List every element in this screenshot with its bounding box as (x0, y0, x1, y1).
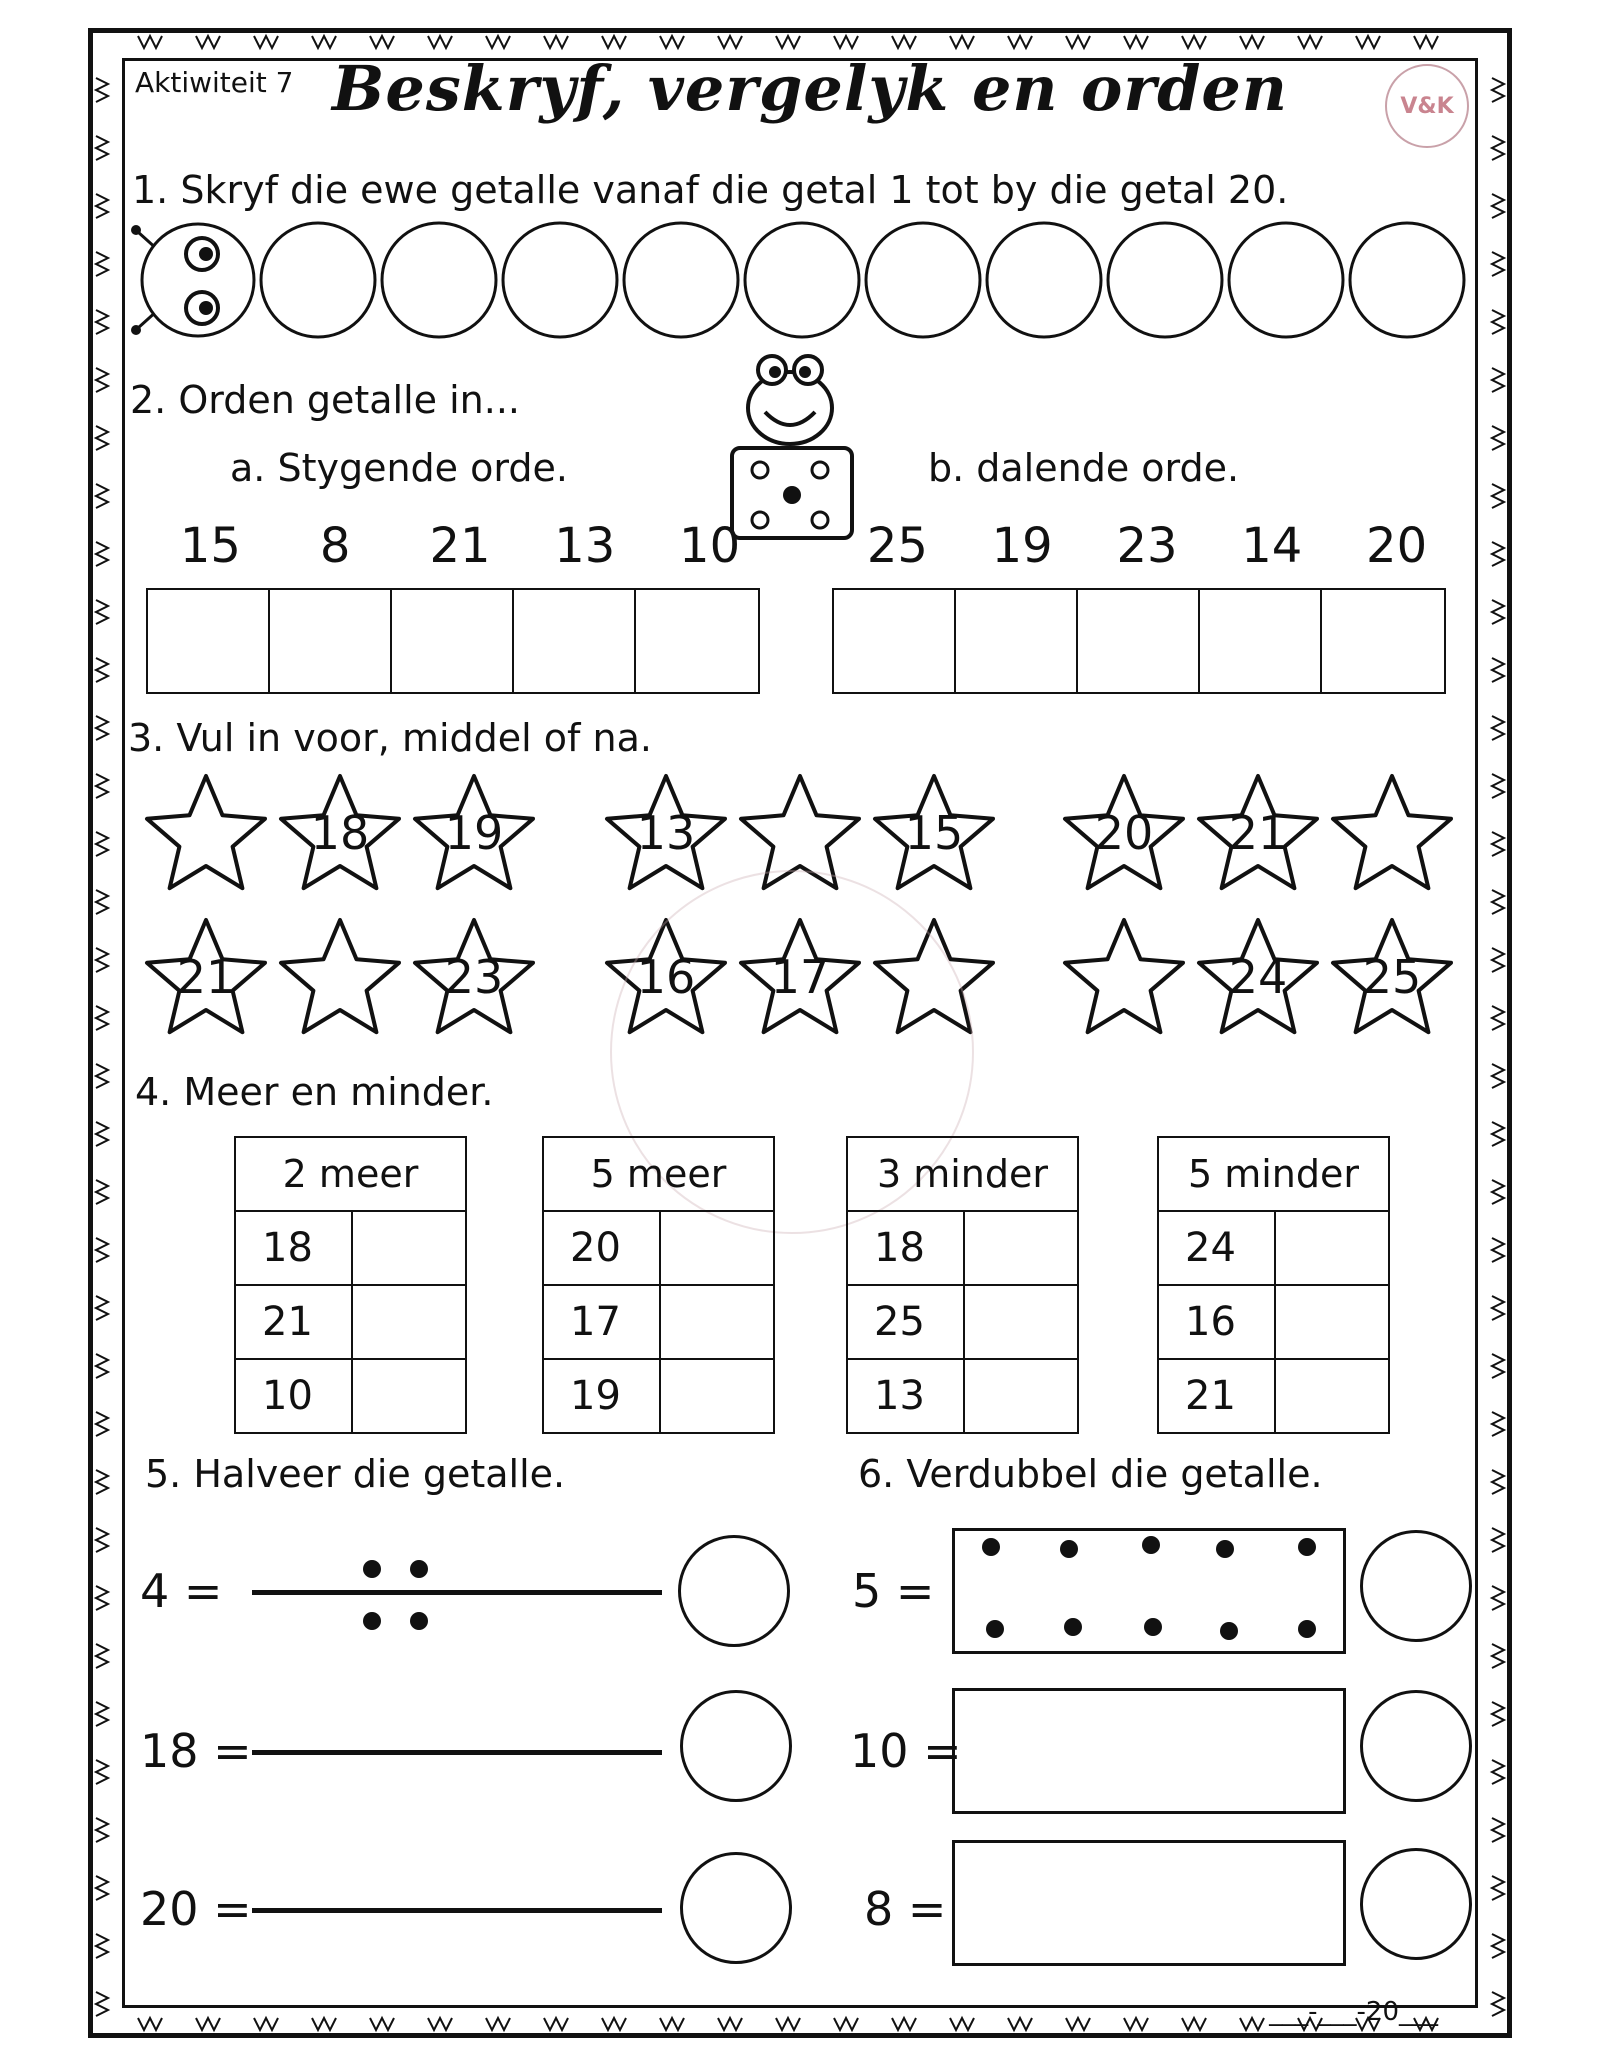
table-row (847, 1359, 1078, 1433)
order-number: 19 (991, 518, 1053, 574)
star-icon (1324, 772, 1460, 896)
table-row (543, 1285, 774, 1359)
star-number: 19 (444, 806, 504, 860)
answer-cell[interactable] (660, 1359, 774, 1433)
more-less-table (234, 1136, 467, 1434)
descending-answer-boxes (832, 588, 1446, 694)
section3-heading: 3. Vul in voor, middel of na. (128, 716, 652, 760)
halve-equation-3: 20 = (140, 1882, 252, 1936)
dot (363, 1612, 381, 1630)
order-number: 14 (1241, 518, 1303, 574)
answer-circle[interactable] (1360, 1530, 1472, 1642)
section1-heading: 1. Skryf die ewe getalle vanaf die getal 1 tot by die getal 20. (132, 168, 1289, 212)
answer-cell[interactable] (352, 1285, 466, 1359)
star-icon (138, 772, 274, 896)
answer-box[interactable] (952, 1688, 1346, 1814)
order-number: 23 (1116, 518, 1178, 574)
order-number: 25 (866, 518, 928, 574)
double-equation-3: 8 = (864, 1882, 947, 1936)
number-star[interactable] (138, 772, 274, 896)
star-number: 24 (1228, 950, 1288, 1004)
table-header: 5 minder (1158, 1137, 1389, 1211)
given-number: 25 (847, 1285, 964, 1359)
number-star (138, 916, 274, 1040)
caterpillar-body-circle[interactable] (1108, 223, 1222, 337)
given-number: 21 (235, 1285, 352, 1359)
table-row (847, 1211, 1078, 1285)
answer-box[interactable] (514, 590, 636, 692)
given-number: 10 (235, 1359, 352, 1433)
table-row (235, 1211, 466, 1285)
answer-box[interactable] (834, 590, 956, 692)
section5-heading: 5. Halveer die getalle. (145, 1452, 566, 1496)
answer-box[interactable] (270, 590, 392, 692)
ascending-numbers (148, 518, 772, 574)
table-row (1158, 1211, 1389, 1285)
caterpillar-body-circle[interactable] (503, 223, 617, 337)
caterpillar-body-circle[interactable] (382, 223, 496, 337)
dot (1064, 1618, 1082, 1636)
number-star (1190, 916, 1326, 1040)
number-star (598, 772, 734, 896)
given-number: 13 (847, 1359, 964, 1433)
answer-box[interactable] (636, 590, 758, 692)
dot (986, 1620, 1004, 1638)
star-icon (1056, 916, 1192, 1040)
caterpillar-body-circle[interactable] (1229, 223, 1343, 337)
given-number: 20 (543, 1211, 660, 1285)
logo-text: V&K (1400, 93, 1454, 119)
caterpillar-body-circle[interactable] (261, 223, 375, 337)
star-number: 15 (904, 806, 964, 860)
star-number: 23 (444, 950, 504, 1004)
more-less-table (1157, 1136, 1390, 1434)
given-number: 17 (543, 1285, 660, 1359)
answer-box[interactable] (956, 590, 1078, 692)
section4-heading: 4. Meer en minder. (135, 1070, 494, 1114)
table-row (235, 1359, 466, 1433)
star-number: 21 (1228, 806, 1288, 860)
star-number: 17 (770, 950, 830, 1004)
number-star (1324, 916, 1460, 1040)
number-star (272, 772, 408, 896)
dot (1298, 1538, 1316, 1556)
star-number: 13 (636, 806, 696, 860)
table-row (235, 1285, 466, 1359)
section6-heading: 6. Verdubbel die getalle. (858, 1452, 1323, 1496)
table-row (543, 1359, 774, 1433)
number-star (866, 772, 1002, 896)
answer-circle[interactable] (1360, 1690, 1472, 1802)
given-number: 19 (543, 1359, 660, 1433)
given-number: 18 (235, 1211, 352, 1285)
number-star[interactable] (272, 916, 408, 1040)
given-number: 21 (1158, 1359, 1275, 1433)
star-number: 21 (176, 950, 236, 1004)
order-number: 8 (319, 518, 351, 574)
dot (1298, 1620, 1316, 1638)
double-equation-2: 10 = (850, 1724, 962, 1778)
star-icon (272, 916, 408, 1040)
dot (1216, 1540, 1234, 1558)
answer-cell[interactable] (1275, 1211, 1389, 1285)
ascending-label: a. Stygende orde. (230, 446, 568, 490)
answer-line[interactable] (252, 1908, 662, 1913)
number-star (1056, 772, 1192, 896)
answer-line[interactable] (252, 1750, 662, 1755)
given-number: 16 (1158, 1285, 1275, 1359)
answer-cell[interactable] (964, 1359, 1078, 1433)
given-number: 18 (847, 1211, 964, 1285)
answer-cell[interactable] (964, 1285, 1078, 1359)
number-star[interactable] (1324, 772, 1460, 896)
star-number: 20 (1094, 806, 1154, 860)
caterpillar-body-circle[interactable] (866, 223, 980, 337)
dot (410, 1612, 428, 1630)
double-equation-1: 5 = (852, 1564, 935, 1618)
caterpillar-body-circle[interactable] (745, 223, 859, 337)
table-row (1158, 1285, 1389, 1359)
answer-cell[interactable] (352, 1211, 466, 1285)
answer-circle[interactable] (1360, 1848, 1472, 1960)
answer-cell[interactable] (1275, 1285, 1389, 1359)
descending-numbers (835, 518, 1459, 574)
table-header: 5 meer (543, 1137, 774, 1211)
answer-circle[interactable] (678, 1535, 790, 1647)
answer-box[interactable] (952, 1840, 1346, 1966)
dot (1144, 1618, 1162, 1636)
answer-box[interactable] (1322, 590, 1444, 692)
order-number: 21 (429, 518, 491, 574)
answer-cell[interactable] (352, 1359, 466, 1433)
answer-box[interactable] (1200, 590, 1322, 692)
answer-cell[interactable] (660, 1211, 774, 1285)
page-title: Beskryf, vergelyk en orden (332, 52, 1288, 125)
caterpillar (120, 220, 1480, 340)
star-number: 18 (310, 806, 370, 860)
table-row (1158, 1359, 1389, 1433)
more-less-table (542, 1136, 775, 1434)
activity-label: Aktiwiteit 7 (135, 66, 294, 99)
number-star (406, 916, 542, 1040)
caterpillar-body-circle[interactable] (624, 223, 738, 337)
number-star (406, 772, 542, 896)
table-row (543, 1211, 774, 1285)
answer-cell[interactable] (660, 1285, 774, 1359)
halve-equation-2: 18 = (140, 1724, 252, 1778)
dot (363, 1560, 381, 1578)
table-row (847, 1285, 1078, 1359)
more-less-table (846, 1136, 1079, 1434)
answer-circle[interactable] (680, 1852, 792, 1964)
order-number: 13 (554, 518, 616, 574)
caterpillar-body-circle[interactable] (1350, 223, 1464, 337)
table-header: 2 meer (235, 1137, 466, 1211)
answer-cell[interactable] (1275, 1359, 1389, 1433)
answer-circle[interactable] (680, 1690, 792, 1802)
number-star[interactable] (1056, 916, 1192, 1040)
star-number: 16 (636, 950, 696, 1004)
table-header: 3 minder (847, 1137, 1078, 1211)
order-number: 10 (679, 518, 741, 574)
date-line: ___-___-20___ (1269, 1997, 1438, 2027)
given-number: 24 (1158, 1211, 1275, 1285)
answer-line (252, 1590, 662, 1595)
star-number: 25 (1362, 950, 1422, 1004)
answer-box[interactable] (1078, 590, 1200, 692)
ascending-answer-boxes (146, 588, 760, 694)
halve-equation-1: 4 = (140, 1564, 223, 1618)
brand-logo (1385, 64, 1469, 148)
answer-box[interactable] (148, 590, 270, 692)
answer-box[interactable] (392, 590, 514, 692)
dot (1142, 1536, 1160, 1554)
caterpillar-body-circle[interactable] (987, 223, 1101, 337)
dot (982, 1538, 1000, 1556)
dot (410, 1560, 428, 1578)
dot (1060, 1540, 1078, 1558)
order-number: 20 (1366, 518, 1428, 574)
order-number: 15 (179, 518, 241, 574)
section2-heading: 2. Orden getalle in... (130, 378, 521, 422)
number-star (1190, 772, 1326, 896)
answer-cell[interactable] (964, 1211, 1078, 1285)
descending-label: b. dalende orde. (928, 446, 1240, 490)
dot (1220, 1622, 1238, 1640)
